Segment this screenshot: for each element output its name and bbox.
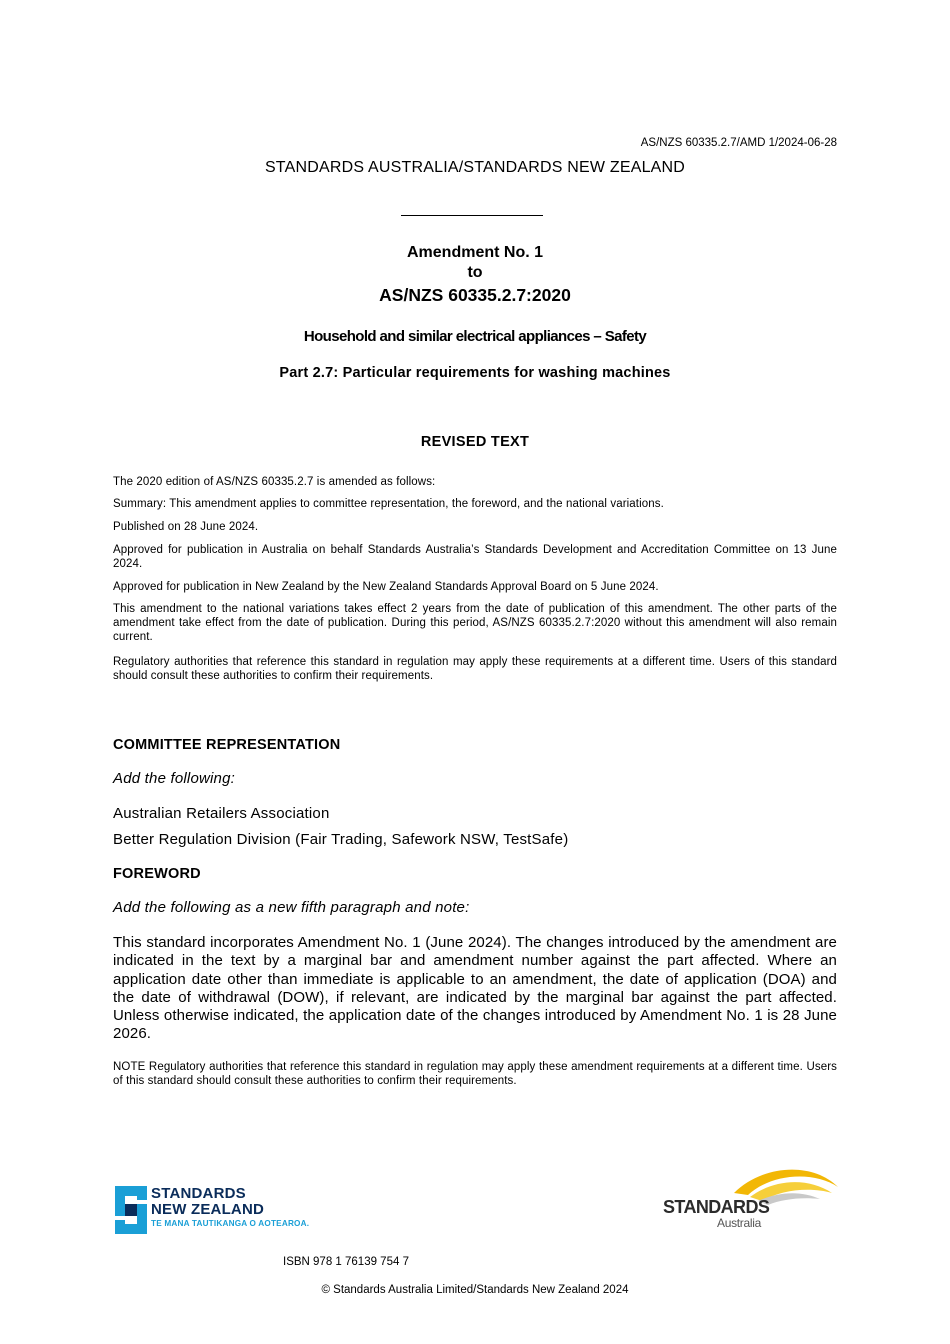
committee-member: Australian Retailers Association [113,805,330,822]
title-divider [401,215,543,216]
revised-paragraph: Approved for publication in Australia on behalf Standards Australia’s Standards Development and Accreditation Committee on 13 June 2024. [113,544,837,570]
nz-logo-line3: TE MANA TAUTIKANGA O AOTEAROA. [151,1219,310,1228]
nz-logo-line2: NEW ZEALAND [151,1201,265,1218]
committee-heading: COMMITTEE REPRESENTATION [113,737,341,753]
revised-paragraph: Approved for publication in New Zealand by the New Zealand Standards Approval Board on 5 June 2024. [113,581,659,593]
standards-australia-logo [662,1165,840,1235]
amendment-to: to [467,264,483,281]
document-reference: AS/NZS 60335.2.7/AMD 1/2024-06-28 [640,137,837,149]
revised-paragraph: This amendment to the national variations takes effect 2 years from the date of publication of this amendment. The other parts of the amendment take effect from the date of publication. During this period, AS/NZS 60335.2.7:2020 without this amendment will also remain current. [113,603,837,643]
nz-logo-line1: STANDARDS [151,1185,246,1202]
australia-logo-word: STANDARDS [663,1197,770,1217]
revised-paragraph: Regulatory authorities that reference this standard in regulation may apply these requirements at a different time. Users of this standard should consult these authorities to confirm their requirements. [113,656,837,682]
committee-instruction: Add the following: [113,770,236,787]
standard-title: Household and similar electrical appliances – Safety [303,328,647,345]
amendment-number: Amendment No. 1 [406,244,543,261]
foreword-note: NOTE Regulatory authorities that reference this standard in regulation may apply these amendment requirements at a different time. Users of this standard should consult these authorities to confirm their requirements. [113,1061,837,1087]
foreword-paragraph: This standard incorporates Amendment No. 1 (June 2024). The changes introduced by the amendment are indicated in the text by a marginal bar and amendment number against the part affected. Where an application date other than immediate is applicable to an amendment, the date of application (DOA) and the date of withdrawal (DOW), if relevant, are indicated by the marginal bar against the part affected. Unless otherwise indicated, the application date of the changes introduced by Amendment No. 1 is 28 June 2026. [113,934,837,1043]
foreword-heading: FOREWORD [113,866,201,882]
australia-logo-sub: Australia [717,1216,761,1230]
standards-new-zealand-logo [115,1185,330,1235]
isbn: ISBN 978 1 76139 754 7 [283,1256,409,1268]
standard-number: AS/NZS 60335.2.7:2020 [379,285,571,305]
organisation-heading: STANDARDS AUSTRALIA/STANDARDS NEW ZEALAND [264,159,686,176]
revised-paragraph: Summary: This amendment applies to committee representation, the foreword, and the national variations. [113,498,664,510]
foreword-instruction: Add the following as a new fifth paragraph and note: [113,899,470,916]
committee-member: Better Regulation Division (Fair Trading, Safework NSW, TestSafe) [113,831,569,848]
nz-logo-mark-icon [115,1186,147,1234]
revised-paragraph: The 2020 edition of AS/NZS 60335.2.7 is amended as follows: [113,476,436,488]
revised-text-heading: REVISED TEXT [420,434,530,450]
revised-paragraph: Published on 28 June 2024. [113,521,259,533]
copyright: © Standards Australia Limited/Standards New Zealand 2024 [321,1284,629,1296]
standard-part: Part 2.7: Particular requirements for washing machines [279,365,671,381]
